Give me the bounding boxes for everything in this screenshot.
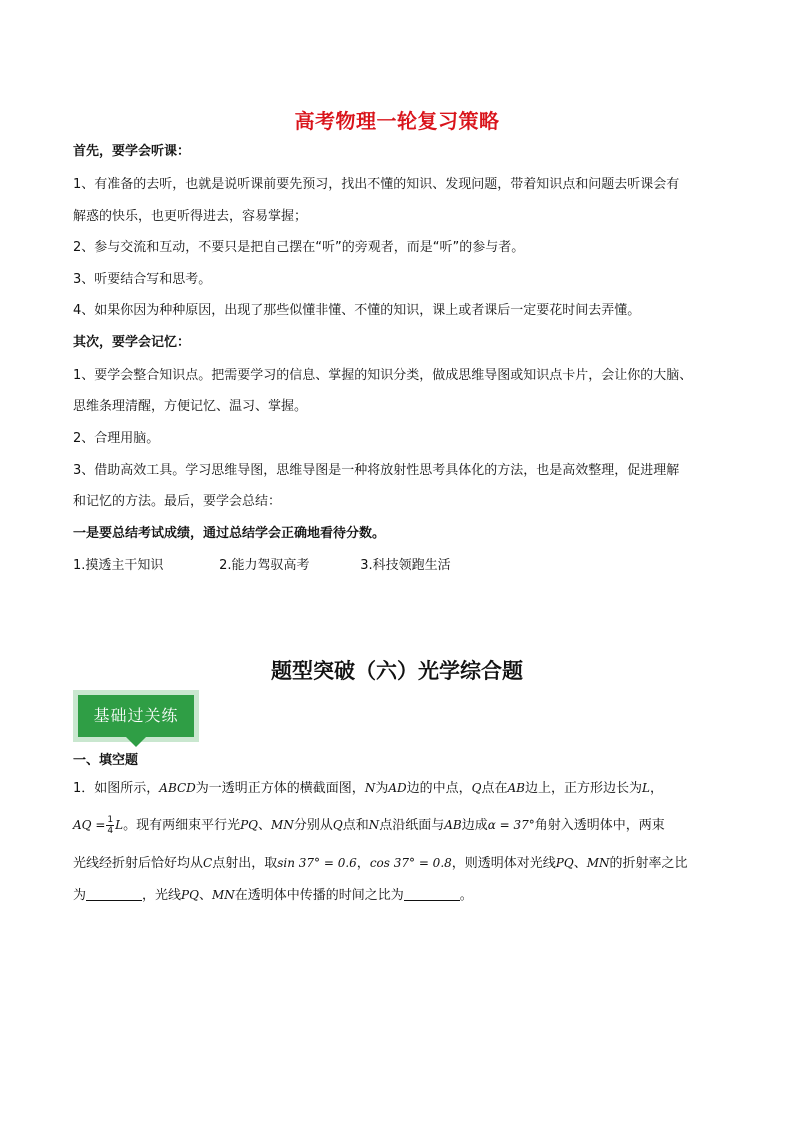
math-symbol: L <box>115 818 124 832</box>
math-symbol: MN <box>271 818 294 832</box>
math-symbol: N <box>364 781 376 795</box>
math-symbol: PQ <box>240 818 259 832</box>
math-symbol: MN <box>211 888 235 902</box>
paragraph-text: 解惑的快乐，也更听得进去，容易掌握； <box>73 209 308 224</box>
question-line <box>73 854 733 873</box>
answer-blank[interactable] <box>404 888 460 901</box>
paragraph-text: 1、有准备的去听，也就是说听课前要先预习，找出不懂的知识、发现问题，带着知识点和问题去听课会有 <box>73 177 680 192</box>
summary-text: 一是要总结考试成绩，通过总结学会正确地看待分数。 <box>73 526 386 541</box>
question-text: 、 <box>198 888 212 903</box>
question-text: ， <box>649 781 663 796</box>
math-symbol: L <box>642 781 650 795</box>
key-point-item: 2.能力驾驭高考 <box>219 558 310 573</box>
question-text: ， <box>356 856 370 871</box>
paragraph-text: 思维条理清醒，方便记忆、温习、掌握。 <box>73 399 308 414</box>
key-point-item: 3.科技领跑生活 <box>360 558 451 573</box>
question-text: 点射出，取 <box>212 856 278 871</box>
fraction-numerator: 1 <box>107 815 114 825</box>
math-symbol: Q <box>332 818 343 832</box>
paragraph-text: 4、如果你因为种种原因，出现了那些似懂非懂、不懂的知识，课上或者课后一定要花时间去弄懂。 <box>73 303 641 318</box>
math-symbol: C <box>203 856 213 870</box>
key-points-list <box>73 557 733 575</box>
question-text: 。现有两细束平行光 <box>123 818 241 833</box>
math-symbol: AB <box>507 781 525 795</box>
section-heading-listening: 首先，要学会听课： <box>73 144 191 159</box>
paragraph-text: 和记忆的方法。最后，要学会总结： <box>73 494 282 509</box>
paragraph-text: 2、参与交流和互动，不要只是把自己摆在“听”的旁观者，而是“听”的参与者。 <box>73 240 525 255</box>
question-text: 点和 <box>342 818 369 833</box>
math-symbol: Q <box>471 781 482 795</box>
badge-banner <box>73 690 199 748</box>
math-symbol: N <box>368 818 380 832</box>
question-text: 分别从 <box>293 818 333 833</box>
part-heading: 一、填空题 <box>73 753 139 768</box>
question-text: ，光线 <box>142 888 182 903</box>
question-text: 边的中点， <box>406 781 472 796</box>
paragraph-text: 2、合理用脑。 <box>73 431 160 446</box>
paragraph-text: 1、要学会整合知识点。把需要学习的信息、掌握的知识分类，做成思维导图或知识点卡片，会让你的大脑、 <box>73 368 693 383</box>
section-heading-memory: 其次，要学会记忆： <box>73 335 191 350</box>
question-text: 、 <box>573 856 587 871</box>
page-title: 高考物理一轮复习策略 <box>294 109 500 133</box>
key-point-item: 1.摸透主干知识 <box>73 558 164 573</box>
question-text: 。 <box>459 888 473 903</box>
question-text: 在透明体中传播的时间之比为 <box>234 888 404 903</box>
badge-label: 基础过关练 <box>78 695 194 737</box>
question-text: 点沿纸面与 <box>379 818 445 833</box>
question-text: 为一透明正方体的横截面图， <box>195 781 365 796</box>
question-text: 为 <box>375 781 389 796</box>
question-text: 角射入透明体中，两束 <box>534 818 665 833</box>
badge-pointer <box>126 737 146 747</box>
question-text: 、 <box>258 818 272 833</box>
question-text: ，则透明体对光线 <box>451 856 556 871</box>
question-text: 光线经折射后恰好均从 <box>73 856 204 871</box>
question-text: 的折射率之比 <box>609 856 688 871</box>
paragraph-text: 3、借助高效工具。学习思维导图，思维导图是一种将放射性思考具体化的方法，也是高效整理，促进理解 <box>73 463 680 478</box>
question-line <box>73 815 733 836</box>
question-line <box>73 779 733 798</box>
fraction-denominator: 4 <box>107 826 114 836</box>
math-symbol: MN <box>586 856 610 870</box>
math-symbol: PQ <box>181 888 199 902</box>
math-expression: cos 37° = 0.8 <box>369 856 452 870</box>
question-text: 为 <box>73 888 87 903</box>
question-line <box>73 886 733 905</box>
paragraph-text: 3、听要结合写和思考。 <box>73 272 212 287</box>
question-text: 边成 <box>461 818 488 833</box>
question-text: 1．如图所示， <box>73 781 160 796</box>
question-text: 点在 <box>481 781 508 796</box>
math-symbol: AB <box>444 818 462 832</box>
math-expression: α = 37° <box>487 818 535 832</box>
fraction <box>106 815 114 836</box>
question-text: 边上，正方形边长为 <box>524 781 642 796</box>
answer-blank[interactable] <box>86 888 142 901</box>
section-title: 题型突破（六）光学综合题 <box>271 658 523 683</box>
math-symbol: PQ <box>555 856 574 870</box>
math-symbol: ABCD <box>159 781 196 795</box>
math-expression: sin 37° = 0.6 <box>277 856 357 870</box>
math-symbol: AD <box>388 781 407 795</box>
math-expression: AQ = <box>73 818 106 832</box>
